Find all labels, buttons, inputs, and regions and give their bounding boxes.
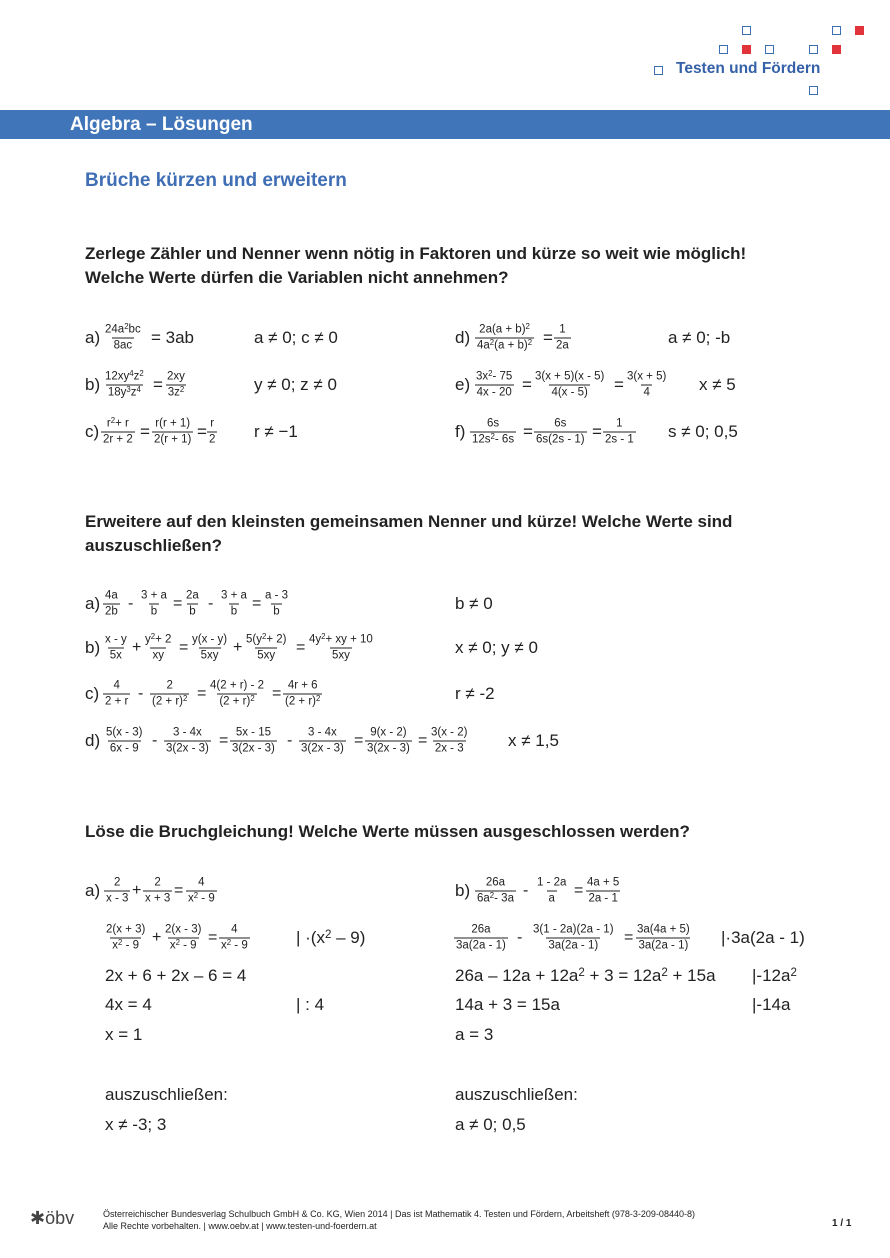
banner-title: Algebra – Lösungen <box>70 114 253 135</box>
footer-text: Österreichischer Bundesverlag Schulbuch GmbH & Co. KG, Wien 2014 | Das ist Mathematik 4. Testen und Fördern, Arbeitsheft (978-3-209-08440-8) Alle Rechte vorbehalten. | www.oebv.at | www.testen-und-foerdern.at <box>103 1209 695 1231</box>
publisher-logo: ✱öbv <box>30 1208 75 1228</box>
page-number: 1 / 1 <box>832 1218 852 1229</box>
exclude-label-a: auszuschließen: <box>105 1085 228 1104</box>
task-2-instruction: Erweitere auf den kleinsten gemeinsamen Nenner und kürze! Welche Werte sind auszuschließen? <box>85 512 733 555</box>
section-title: Brüche kürzen und erweitern <box>85 170 347 191</box>
task-3-instruction: Löse die Bruchgleichung! Welche Werte müssen ausgeschlossen werden? <box>85 822 690 841</box>
task-1-instruction: Zerlege Zähler und Nenner wenn nötig in Faktoren und kürze so weit wie möglich! Welche Werte dürfen die Variablen nicht annehmen? <box>85 244 747 287</box>
exclude-label-b: auszuschließen: <box>455 1085 578 1104</box>
brand-name: Testen und Fördern <box>676 60 821 77</box>
title-banner <box>0 110 890 139</box>
